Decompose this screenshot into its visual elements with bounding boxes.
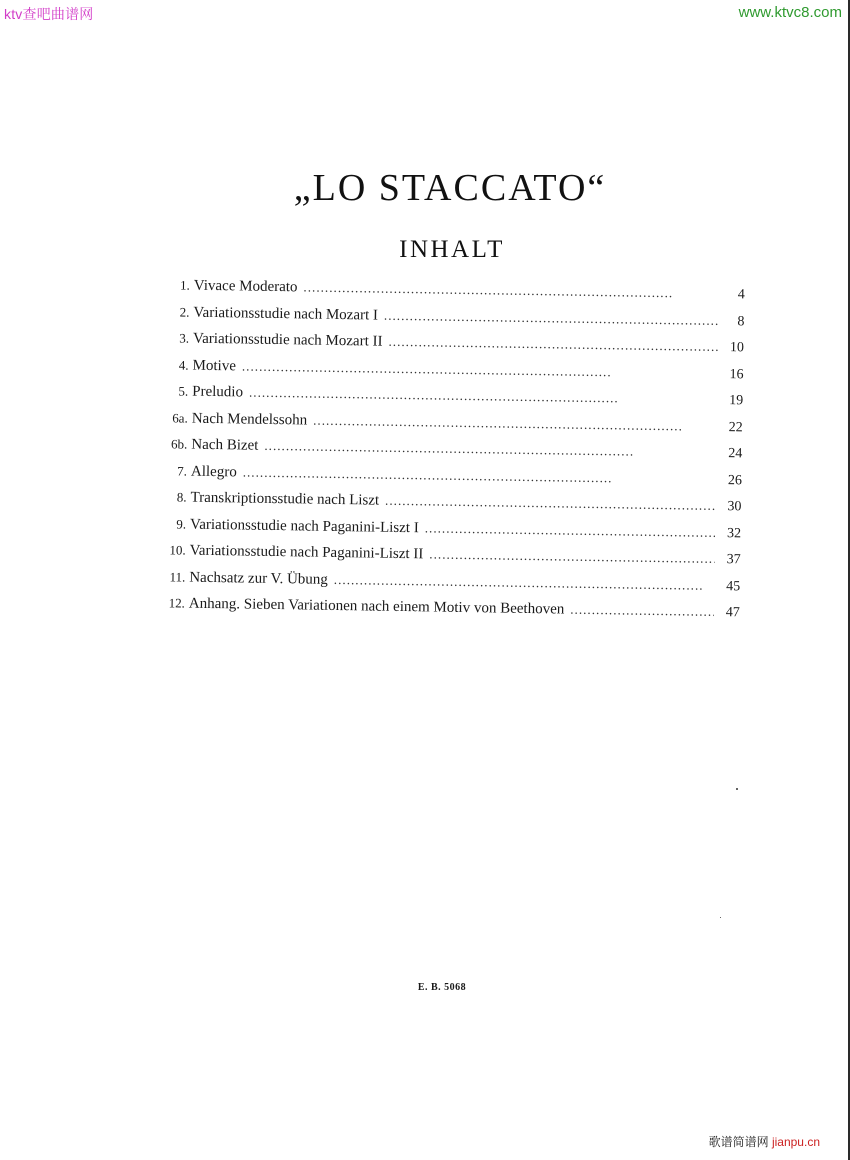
toc-entry-title: Anhang. Sieben Variationen nach einem Motiv von Beethoven (188, 595, 565, 618)
toc-entry-title: Preludio (192, 383, 244, 401)
toc-entry-page: 26 (727, 472, 742, 488)
toc-entry-page: 32 (726, 525, 742, 541)
toc-entry-number: 6a. (172, 409, 188, 426)
watermark-bottom-url: jianpu.cn (771, 1135, 820, 1149)
toc-entry-page: 8 (737, 313, 745, 329)
watermark-top-right: www.ktvc8.com (738, 4, 842, 21)
edition-number: E. B. 5068 (417, 982, 467, 993)
toc-entry-page: 10 (729, 340, 745, 356)
toc-entry-page: 16 (729, 366, 744, 382)
toc-entry-title: Allegro (190, 463, 237, 480)
toc-entry-number: 12. (168, 595, 186, 611)
toc-entry-page: 30 (727, 499, 742, 515)
toc-entry-page: 37 (726, 552, 741, 568)
table-of-contents (145, 277, 745, 631)
toc-entry-page: 45 (726, 578, 741, 594)
toc-entry-title: Nach Mendelssohn (191, 410, 308, 428)
toc-entry-title: Transkriptionsstudie nach Liszt (190, 489, 380, 509)
toc-entry-number: 8. (176, 489, 187, 505)
toc-entry-title: Motive (192, 357, 237, 374)
toc-entry-title: Variationsstudie nach Mozart I (193, 304, 379, 324)
toc-entry-number: 3. (179, 330, 190, 346)
toc-entry-title: Variationsstudie nach Paganini-Liszt I (189, 516, 419, 536)
toc-entry-title: Nach Bizet (191, 436, 259, 454)
toc-entry-page: 22 (728, 419, 743, 435)
toc-dot-leader (303, 279, 719, 302)
print-speck (720, 917, 721, 918)
toc-entry-number: 1. (180, 277, 190, 293)
toc-entry-number: 7. (177, 462, 188, 479)
toc-entry-page: 19 (729, 393, 744, 409)
contents-heading: INHALT (399, 236, 505, 263)
toc-entry-page: 47 (725, 605, 740, 621)
toc-entry-title: Vivace Moderato (193, 277, 298, 296)
toc-dot-leader (425, 520, 716, 541)
toc-dot-leader (429, 546, 715, 566)
toc-entry-number: 11. (169, 568, 186, 585)
toc-entry-number: 10. (169, 542, 186, 558)
toc-entry-title: Nachsatz zur V. Übung (189, 569, 328, 588)
toc-dot-leader (570, 602, 714, 620)
toc-entry-number: 5. (178, 383, 189, 399)
toc-entry-number: 2. (179, 303, 190, 320)
watermark-bottom-right (709, 1133, 820, 1150)
page-title: „LO STACCATO“ (293, 167, 607, 209)
watermark-bottom-cn: 歌谱简谱网 (708, 1135, 769, 1149)
toc-entry-number: 9. (176, 515, 187, 532)
toc-entry-title: Variationsstudie nach Mozart II (192, 330, 383, 350)
toc-entry-number: 4. (178, 356, 189, 373)
watermark-top-left: ktv查吧曲谱网 (4, 6, 94, 22)
print-speck (736, 788, 738, 790)
toc-entry-number: 6b. (171, 436, 188, 452)
toc-entry-title: Variationsstudie nach Paganini-Liszt II (189, 542, 424, 563)
toc-entry-page: 24 (728, 446, 743, 462)
toc-entry-page: 4 (737, 287, 745, 303)
